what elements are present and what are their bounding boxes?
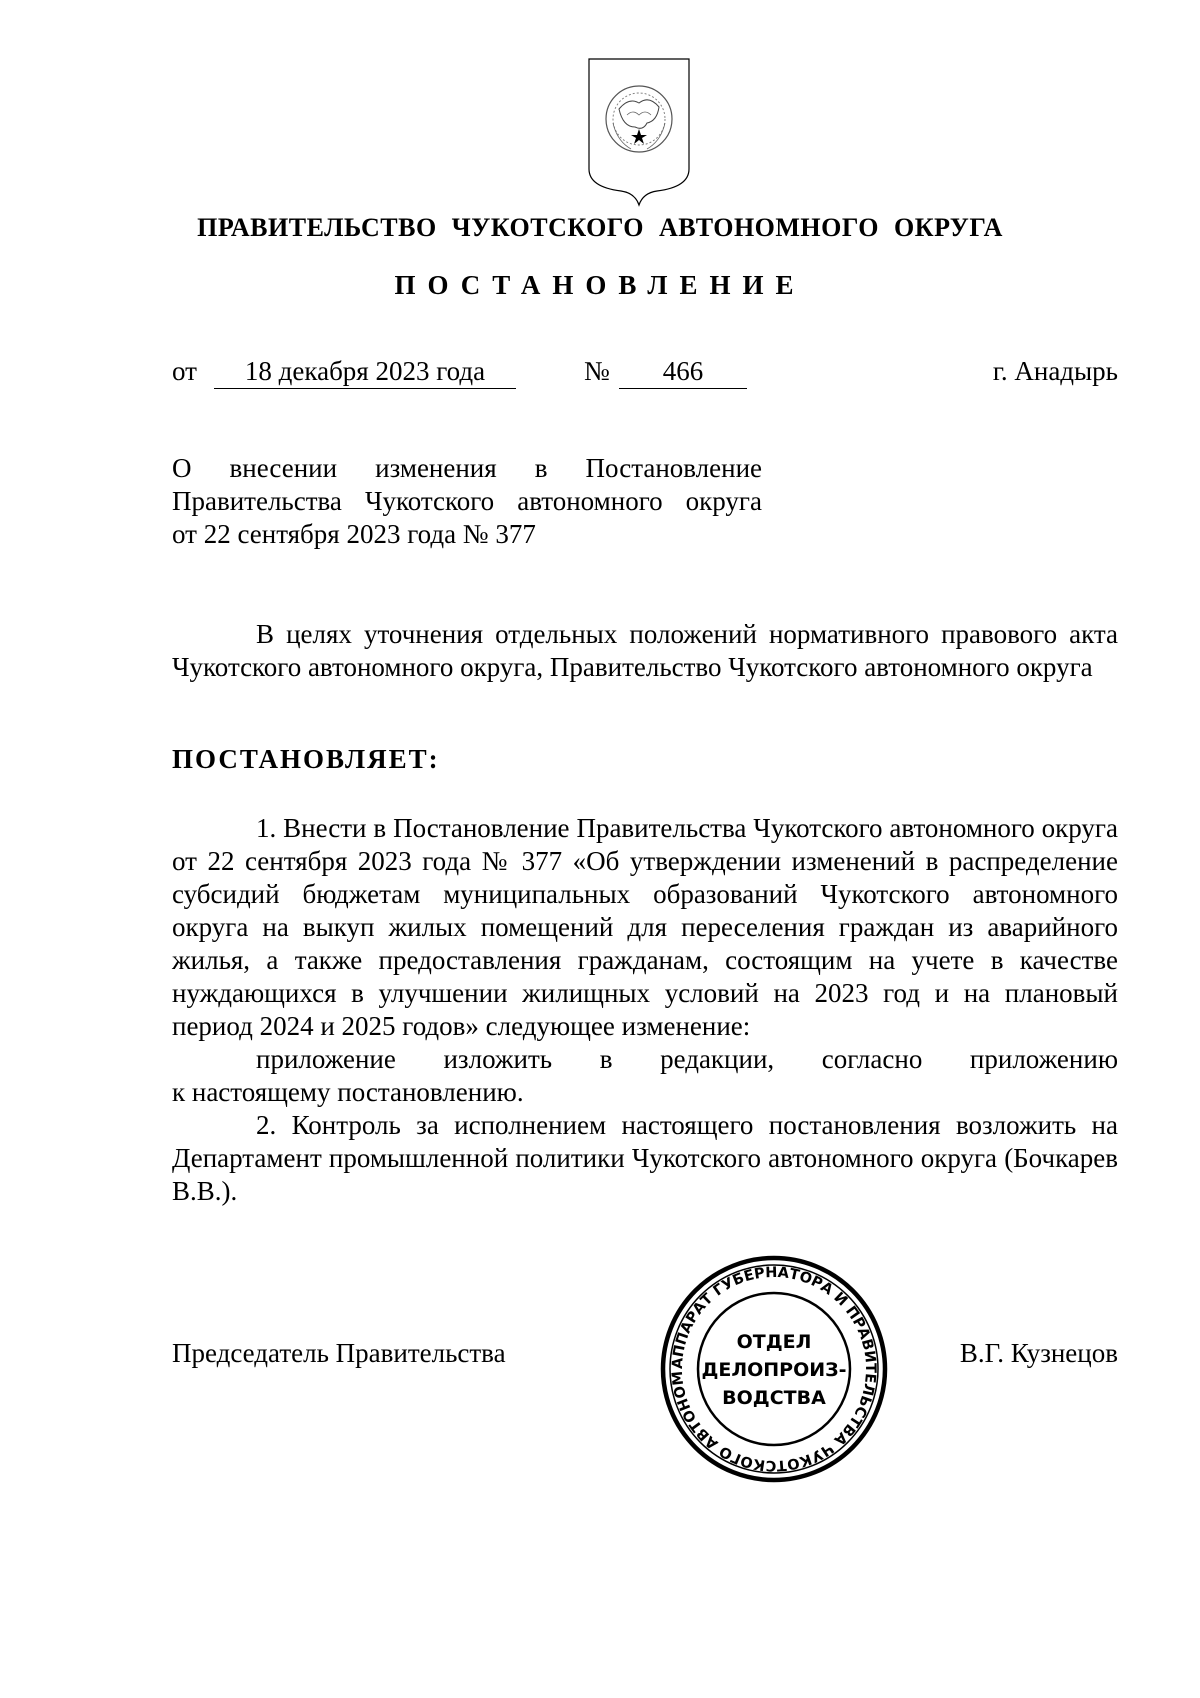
item-2: 2. Контроль за исполнением настоящего постановления возложить на Департамент промышленной политики Чукотского автономного округа (Бочкарев В.В.). [172, 1110, 1118, 1206]
subject-line: от 22 сентября 2023 года № 377 [172, 519, 536, 549]
item-1: 1. Внести в Постановление Правительства Чукотского автономного округа от 22 сентября 2023 года № 377 «Об утверждении изменений в распределение субсидий бюджетам муниципальных образований Чукотского автономного округа на выкуп жилых помещений для переселения граждан из аварийного жилья, а также предоставления гражданам, состоящим на учете в качестве нуждающихся в улучшении жилищных условий на 2023 год и на плановый период 2024 и 2025 годов» следующее изменение: [172, 813, 1118, 1041]
stamp-line: ДЕЛОПРОИЗ- [701, 1359, 847, 1381]
date-prefix: от [172, 356, 197, 386]
stamp-ring-text: АППАРАТ ГУБЕРНАТОРА И ПРАВИТЕЛЬСТВА ЧУКОТСКОГО АВТОНОМ [669, 1264, 879, 1474]
signer-position: Председатель Правительства [172, 1338, 506, 1368]
document-date: 18 декабря 2023 года [214, 354, 516, 389]
coat-of-arms-icon [587, 57, 691, 207]
signer-name: В.Г. Кузнецов [959, 1338, 1118, 1368]
resolution-items [172, 812, 1118, 1208]
subject-line: Правительства Чукотского автономного округа [172, 486, 762, 516]
item-1-sub: приложение изложить в редакции, согласно приложению [256, 1044, 1118, 1074]
number-sign: № [584, 356, 610, 386]
document-number: 466 [619, 354, 747, 389]
preamble-text: В целях уточнения отдельных положений нормативного правового акта Чукотского автономного округа, Правительство Чукотского автономного округа [172, 619, 1118, 682]
government-title: ПРАВИТЕЛЬСТВО ЧУКОТСКОГО АВТОНОМНОГО ОКРУГА [197, 213, 1003, 242]
preamble [172, 618, 1118, 684]
official-seal-icon [660, 1254, 888, 1484]
stamp-line: ВОДСТВА [722, 1387, 826, 1409]
document-type: ПОСТАНОВЛЕНИЕ [394, 270, 806, 300]
subject-line: О внесении изменения в Постановление [172, 453, 762, 483]
document-subject [172, 452, 762, 551]
item-1-sub-cont: к настоящему постановлению. [172, 1077, 524, 1107]
resolves-heading: ПОСТАНОВЛЯЕТ: [172, 744, 440, 774]
stamp-line: ОТДЕЛ [736, 1331, 812, 1353]
document-place: г. Анадырь [992, 356, 1118, 386]
